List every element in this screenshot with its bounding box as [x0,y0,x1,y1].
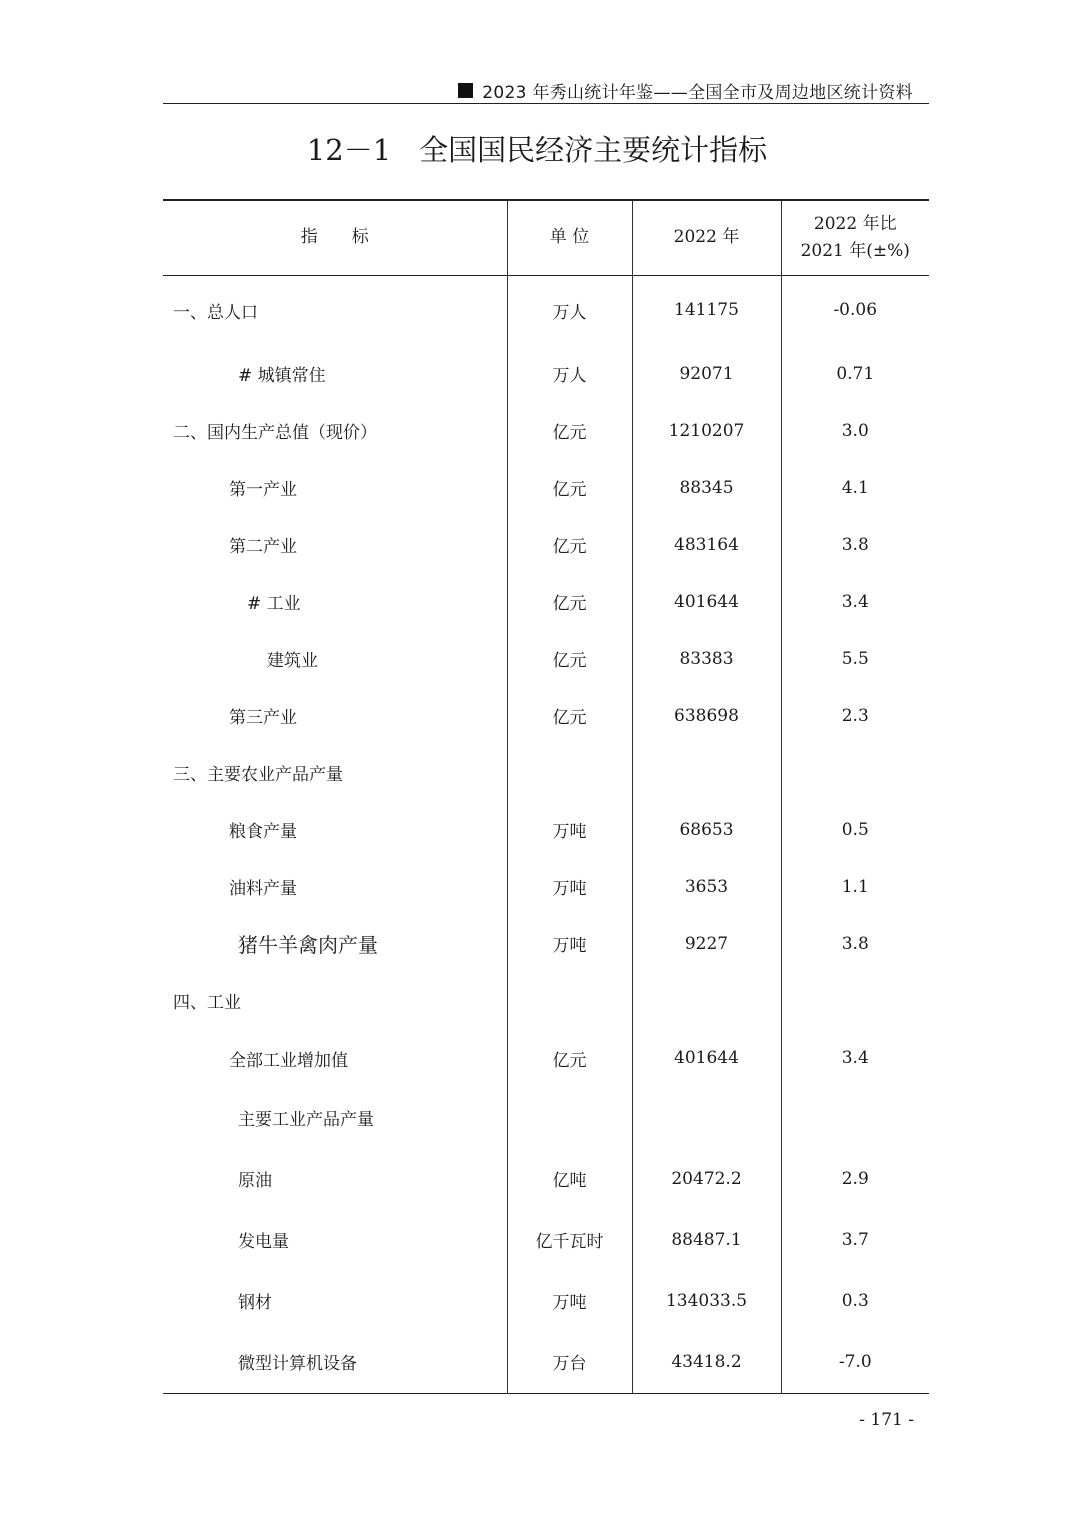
value-cell: 401644 [632,1029,781,1087]
change-cell: 3.7 [781,1209,929,1270]
indicator-cell: 发电量 [238,1232,289,1252]
table-number: 12－1 [306,133,392,167]
indicator-cell: 钢材 [238,1293,272,1313]
indicator-cell: 第二产业 [229,537,297,557]
indicator-cell: 微型计算机设备 [163,1331,507,1393]
indicator-cell: 猪牛羊禽肉产量 [238,933,378,957]
unit-cell: 万吨 [507,858,632,915]
change-cell: 0.3 [781,1270,929,1331]
change-cell [781,1087,929,1148]
indicator-cell: 四、工业 [173,993,241,1013]
change-cell: 3.8 [781,516,929,573]
change-cell: 5.5 [781,630,929,687]
value-cell: 638698 [632,687,781,744]
column-header-change-line1: 2022 年比 [813,213,897,234]
page-title [0,128,1074,169]
value-cell: 9227 [632,915,781,972]
table-row [163,275,929,345]
column-header-change-line2: 2021 年(±%) [800,240,910,261]
table-row [163,459,929,516]
indicator-cell: 主要工业产品产量 [238,1110,374,1130]
indicator-cell: 粮食产量 [229,822,297,842]
change-cell: 1.1 [781,858,929,915]
table-title: 全国国民经济主要统计指标 [419,133,768,167]
table-row [163,858,929,915]
table-row [163,402,929,459]
page-number: - 171 - [859,1410,914,1430]
table-row [163,801,929,858]
unit-cell: 亿元 [507,573,632,630]
unit-cell: 万吨 [507,801,632,858]
table-row [163,1270,929,1331]
table-row [163,630,929,687]
table-row [163,1148,929,1209]
table-row [163,345,929,402]
indicator-cell: 一、总人口 [173,302,258,323]
indicator-cell: # 城镇常住 [238,366,326,386]
unit-cell: 万人 [507,345,632,402]
value-cell: 141175 [632,275,781,345]
value-cell [632,1087,781,1148]
unit-cell: 亿吨 [507,1148,632,1209]
indicator-cell: 油料产量 [229,879,297,899]
table-row [163,1331,929,1393]
unit-cell [507,1087,632,1148]
change-cell: 3.0 [781,402,929,459]
change-cell [781,744,929,801]
indicator-cell: 第三产业 [229,708,297,728]
unit-cell: 亿千瓦时 [507,1209,632,1270]
change-cell: 0.71 [781,345,929,402]
change-cell: 3.8 [781,915,929,972]
indicator-cell: # 工业 [247,594,301,614]
value-cell: 401644 [632,573,781,630]
value-cell: 68653 [632,801,781,858]
column-header-year: 2022 年 [632,200,781,275]
running-header [163,72,929,104]
table-row [163,1209,929,1270]
indicator-cell: 第一产业 [229,480,297,500]
table-row [163,516,929,573]
indicator-cell: 三、主要农业产品产量 [173,765,343,785]
statistics-table [163,199,929,1394]
table-row [163,1029,929,1087]
unit-cell: 万台 [507,1331,632,1393]
table-row [163,915,929,972]
value-cell: 20472.2 [632,1148,781,1209]
value-cell: 1210207 [632,402,781,459]
value-cell: 134033.5 [632,1270,781,1331]
change-cell: 3.4 [781,1029,929,1087]
table-subsection-row [163,1087,929,1148]
table-section-row [163,972,929,1029]
indicator-cell: 全部工业增加值 [229,1050,348,1071]
value-cell: 92071 [632,345,781,402]
unit-cell: 亿元 [507,1029,632,1087]
running-header-content [458,78,913,103]
unit-cell: 万吨 [507,1270,632,1331]
black-square-icon [458,83,473,98]
unit-cell: 亿元 [507,402,632,459]
unit-cell [507,744,632,801]
unit-cell: 亿元 [507,459,632,516]
unit-cell: 万吨 [507,915,632,972]
table-row [163,573,929,630]
value-cell [632,744,781,801]
change-cell: 4.1 [781,459,929,516]
indicator-cell: 原油 [238,1171,272,1191]
change-cell: -7.0 [781,1331,929,1393]
indicator-cell: 二、国内生产总值（现价） [173,423,377,443]
change-cell: 3.4 [781,573,929,630]
column-header-change [781,200,929,275]
table-section-row [163,744,929,801]
change-cell: 2.3 [781,687,929,744]
table-header-row [163,200,929,275]
value-cell: 43418.2 [632,1331,781,1393]
unit-cell: 亿元 [507,630,632,687]
column-header-indicator: 指 标 [163,200,507,275]
value-cell: 83383 [632,630,781,687]
value-cell: 3653 [632,858,781,915]
running-header-title: 2023 年秀山统计年鉴——全国全市及周边地区统计资料 [482,83,913,103]
value-cell: 88487.1 [632,1209,781,1270]
column-header-unit: 单 位 [507,200,632,275]
change-cell [781,972,929,1029]
change-cell: -0.06 [781,275,929,345]
value-cell: 88345 [632,459,781,516]
indicator-cell: 建筑业 [267,651,318,671]
table-row [163,687,929,744]
change-cell: 0.5 [781,801,929,858]
unit-cell [507,972,632,1029]
change-cell: 2.9 [781,1148,929,1209]
unit-cell: 亿元 [507,516,632,573]
unit-cell: 万人 [507,275,632,345]
value-cell: 483164 [632,516,781,573]
unit-cell: 亿元 [507,687,632,744]
value-cell [632,972,781,1029]
